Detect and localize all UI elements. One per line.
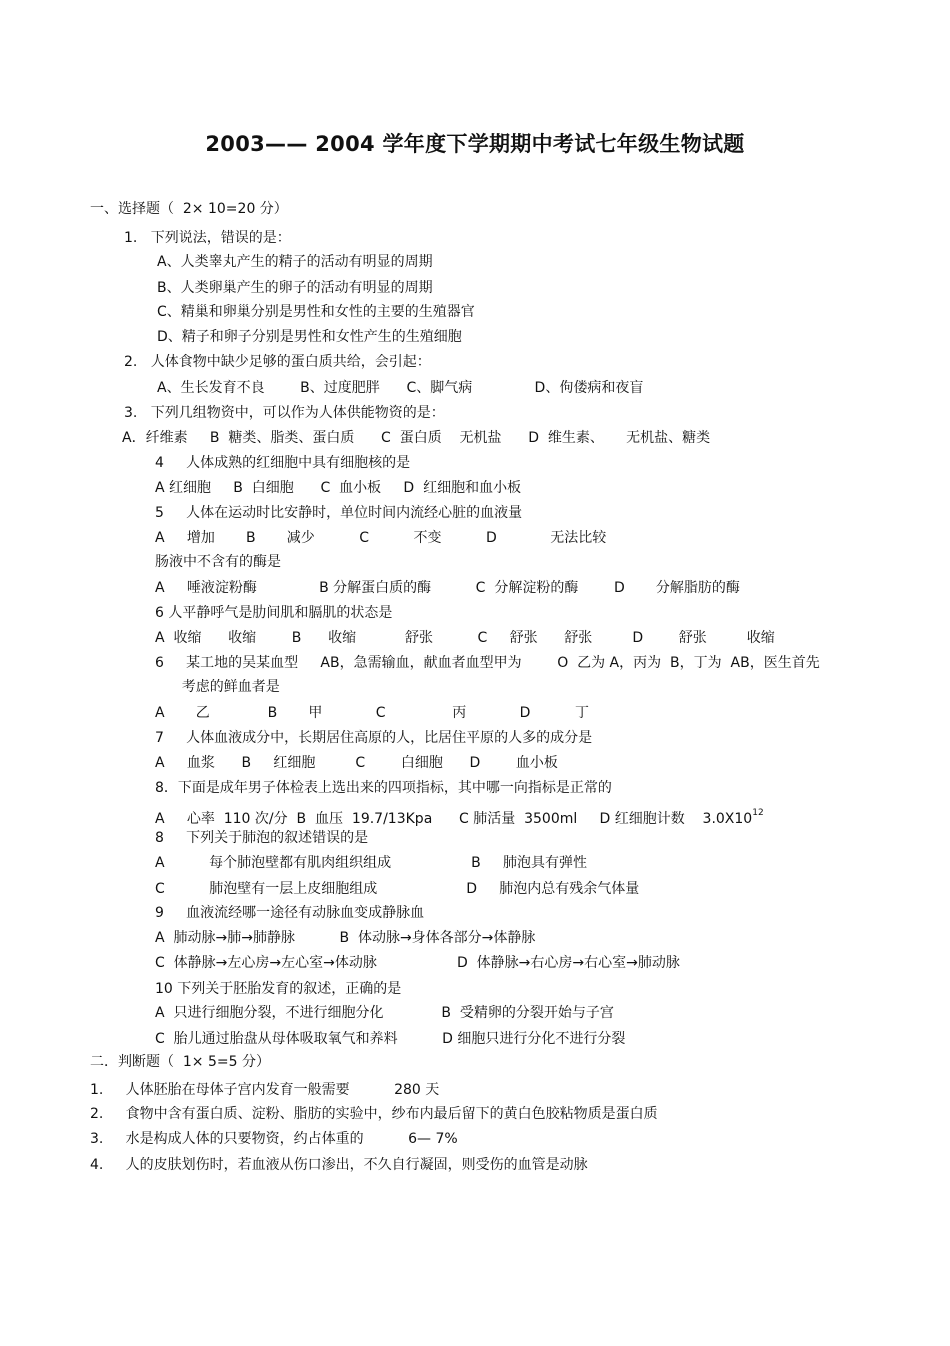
line-text: 4 人体成熟的红细胞中具有细胞核的是 <box>155 455 411 471</box>
line-text: C 胎儿通过胎盘从母体吸取氧气和养料 D 细胞只进行分化不进行分裂 <box>155 1031 626 1047</box>
question-line <box>155 1030 625 1048</box>
question-line <box>155 954 680 972</box>
question-line <box>90 1081 439 1099</box>
line-text: C 体静脉→左心房→左心室→体动脉 D 体静脉→右心房→右心室→肺动脉 <box>155 955 680 971</box>
superscript: 12 <box>752 808 764 818</box>
question-line <box>122 429 710 447</box>
line-text: 8 下列关于肺泡的叙述错误的是 <box>155 830 369 846</box>
question-line <box>155 629 775 647</box>
question-line <box>155 454 410 472</box>
line-text: A、人类睾丸产生的精子的活动有明显的周期 <box>157 254 433 270</box>
question-line <box>90 1130 458 1148</box>
question-line <box>155 980 401 998</box>
line-text: A 乙 B 甲 C 丙 D 丁 <box>155 705 589 721</box>
line-text: 10 下列关于胚胎发育的叙述，正确的是 <box>155 981 402 997</box>
question-line <box>157 303 475 321</box>
line-text: C、精巢和卵巢分别是男性和女性的主要的生殖器官 <box>157 304 475 320</box>
question-line <box>157 279 433 297</box>
line-text: 考虑的鲜血者是 <box>155 679 280 695</box>
line-text: A、生长发育不良 B、过度肥胖 C、脚气病 D、佝偻病和夜盲 <box>157 380 644 396</box>
line-text: D、精子和卵子分别是男性和女性产生的生殖细胞 <box>157 329 462 345</box>
line-text: A 只进行细胞分裂，不进行细胞分化 B 受精卵的分裂开始与子宫 <box>155 1005 614 1021</box>
question-line <box>157 253 433 271</box>
line-text: 3. 水是构成人体的只要物资，约占体重的 6— 7% <box>90 1131 458 1147</box>
line-text: 2. 食物中含有蛋白质、淀粉、脂肪的实验中，纱布内最后留下的黄白色胶粘物质是蛋白质 <box>90 1106 658 1122</box>
question-line <box>155 654 820 672</box>
question-line <box>155 604 392 622</box>
question-line <box>155 529 606 547</box>
line-text: 二．判断题（ 1× 5=5 分） <box>90 1054 270 1070</box>
question-line <box>155 704 589 722</box>
line-text: 6 某工地的吴某血型 AB，急需输血，献血者血型甲为 O 乙为 A，丙为 B，丁为 AB，医生首先 <box>155 655 820 671</box>
line-text: 8．下面是成年男子体检表上选出来的四项指标，其中哪一向指标是正常的 <box>155 780 612 796</box>
question-line <box>155 579 740 597</box>
line-text: 9 血液流经哪一途径有动脉血变成静脉血 <box>155 905 425 921</box>
question-line <box>90 1156 588 1174</box>
line-text: B、人类卵巢产生的卵子的活动有明显的周期 <box>157 280 433 296</box>
line-text: 6 人平静呼气是肋间肌和膈肌的状态是 <box>155 605 393 621</box>
question-line <box>155 880 639 898</box>
question-line <box>90 200 288 218</box>
question-line <box>155 754 558 772</box>
line-text: 一、选择题（ 2× 10=20 分） <box>90 201 288 217</box>
line-text: 3. 下列几组物资中，可以作为人体供能物资的是： <box>124 405 445 421</box>
question-line <box>155 1004 614 1022</box>
question-line <box>155 729 592 747</box>
question-line <box>157 379 643 397</box>
line-text: A 每个肺泡壁都有肌肉组织组成 B 肺泡具有弹性 <box>155 855 588 871</box>
question-line <box>155 804 764 828</box>
line-text: A 肺动脉→肺→肺静脉 B 体动脉→身体各部分→体静脉 <box>155 930 536 946</box>
line-text: 肠液中不含有的酶是 <box>155 554 281 570</box>
question-line <box>90 1053 270 1071</box>
line-text: 7 人体血液成分中，长期居住高原的人，比居住平原的人多的成分是 <box>155 730 593 746</box>
line-text: A 增加 B 减少 C 不变 D 无法比较 <box>155 530 607 546</box>
line-text: A 血浆 B 红细胞 C 白细胞 D 血小板 <box>155 755 558 771</box>
question-line <box>155 929 535 947</box>
question-line <box>155 479 521 497</box>
line-text: A 心率 110 次/分 B 血压 19.7/13Kpa C 肺活量 3500ml D 红细胞计数 3.0X10 <box>155 811 753 827</box>
line-text: A 唾液淀粉酶 B 分解蛋白质的酶 C 分解淀粉的酶 D 分解脂肪的酶 <box>155 580 740 596</box>
question-line <box>155 553 281 571</box>
question-line <box>155 854 587 872</box>
line-text: C 肺泡壁有一层上皮细胞组成 D 肺泡内总有残余气体量 <box>155 881 640 897</box>
line-text: 2. 人体食物中缺少足够的蛋白质共给，会引起： <box>124 354 431 370</box>
question-line <box>124 404 445 422</box>
line-text: 1. 下列说法，错误的是： <box>124 230 291 246</box>
question-line <box>124 229 291 247</box>
question-line <box>155 779 612 797</box>
question-line <box>155 504 522 522</box>
question-line <box>155 829 368 847</box>
line-text: A．纤维素 B 糖类、脂类、蛋白质 C 蛋白质 无机盐 D 维生素、 无机盐、糖类 <box>122 430 711 446</box>
line-text: A 收缩 收缩 B 收缩 舒张 C 舒张 舒张 D 舒张 收缩 <box>155 630 775 646</box>
question-line <box>155 678 280 696</box>
question-line <box>124 353 431 371</box>
line-text: 5 人体在运动时比安静时，单位时间内流经心脏的血液量 <box>155 505 523 521</box>
line-text: A 红细胞 B 白细胞 C 血小板 D 红细胞和血小板 <box>155 480 522 496</box>
question-line <box>90 1105 658 1123</box>
line-text: 4. 人的皮肤划伤时，若血液从伤口渗出，不久自行凝固，则受伤的血管是动脉 <box>90 1157 588 1173</box>
line-text: 1. 人体胚胎在母体子宫内发育一般需要 280 天 <box>90 1082 440 1098</box>
exam-title: 2003—— 2004 学年度下学期期中考试七年级生物试题 <box>205 132 745 156</box>
question-line <box>157 328 462 346</box>
question-line <box>155 904 424 922</box>
